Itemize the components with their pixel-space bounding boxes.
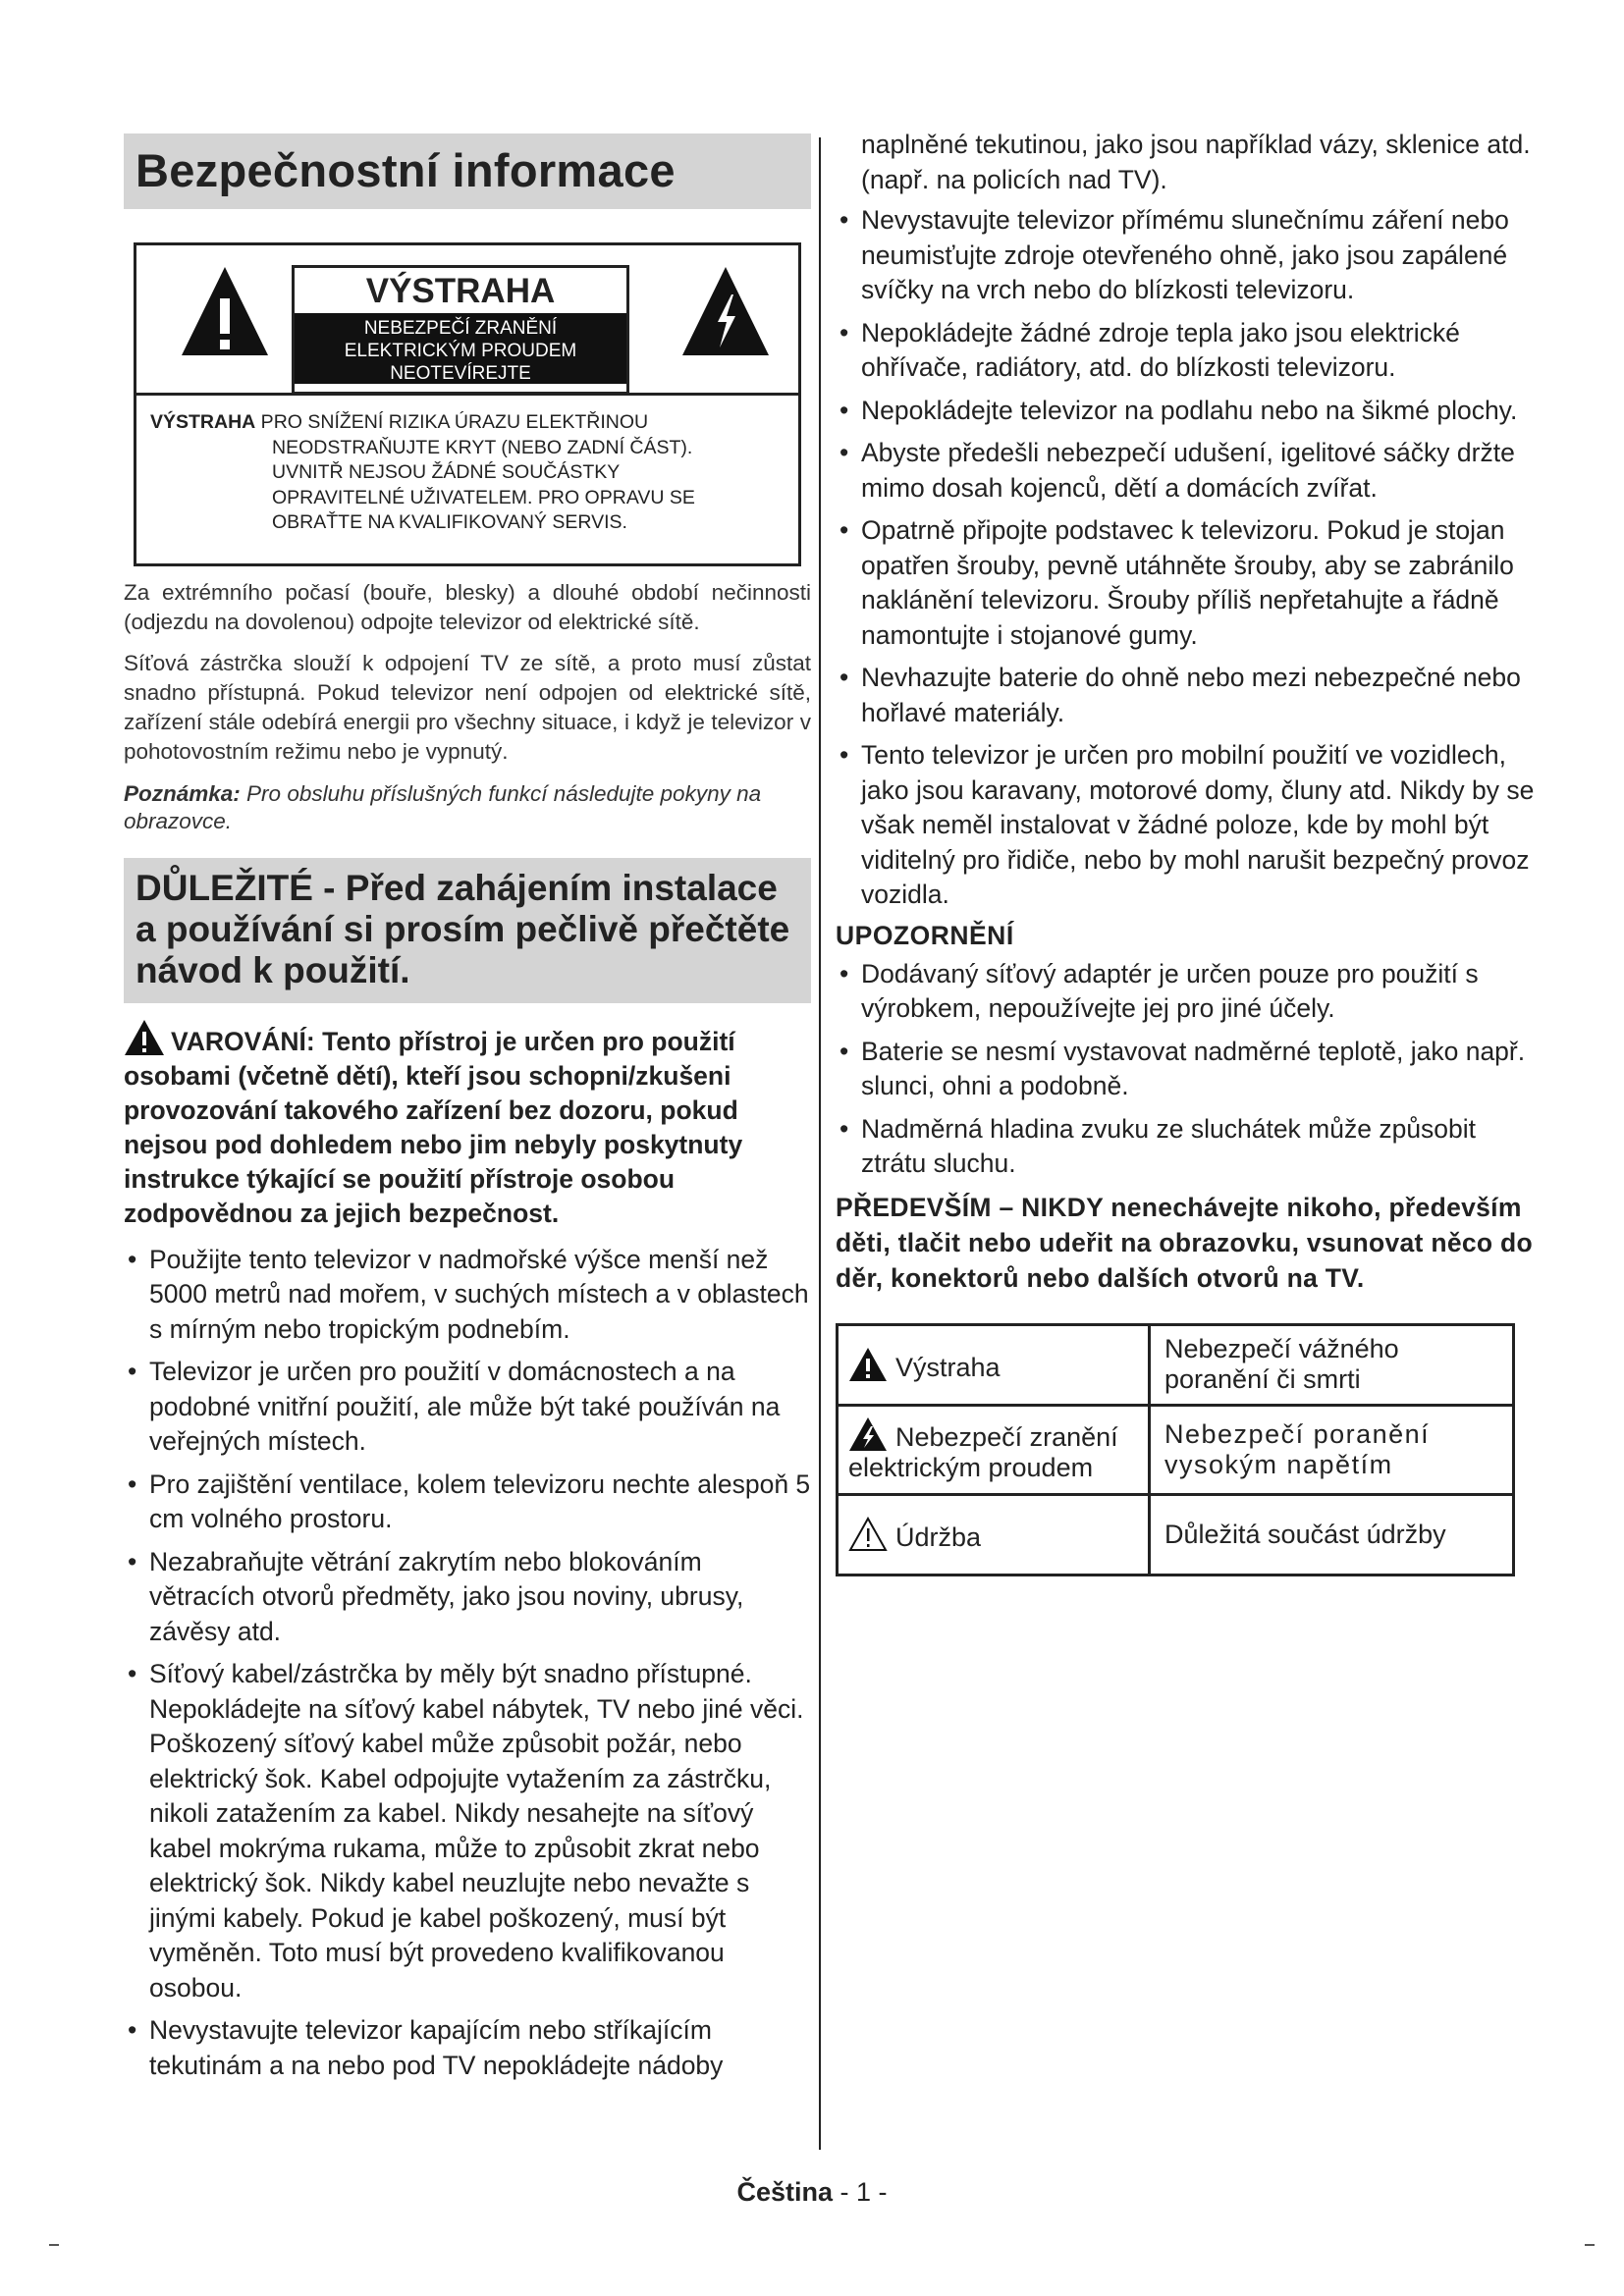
list-item: • Nepokládejte televizor na podlahu nebo na šikmé plochy. xyxy=(836,394,1535,429)
table-row xyxy=(838,1324,1514,1405)
lightning-triangle-icon xyxy=(680,265,771,357)
legend-desc: Nebezpečí vážného poranění či smrti xyxy=(1150,1324,1514,1405)
maintenance-icon xyxy=(848,1517,888,1552)
vystraha-sub-line: NEOTEVÍREJTE xyxy=(390,363,531,384)
varovani-warning xyxy=(124,1019,811,1231)
list-item: • Nezabraňujte větrání zakrytím nebo blokováním větracích otvorů předměty, jako jsou noviny, ubrusy, závěsy atd. xyxy=(124,1545,811,1650)
list-item: • Abyste předešli nebezpečí udušení, igelitové sáčky držte mimo dosah kojenců, dětí a domácích zvířat. xyxy=(836,436,1535,506)
list-item: • Pro zajištění ventilace, kolem televizoru nechte alespoň 5 cm volného prostoru. xyxy=(124,1468,811,1537)
list-item: • Nadměrná hladina zvuku ze sluchátek může způsobit ztrátu sluchu. xyxy=(836,1112,1535,1182)
note-text: Pro obsluhu příslušných funkcí následujte pokyny na obrazovce. xyxy=(124,781,762,833)
title-box xyxy=(124,133,811,209)
print-mark xyxy=(1585,2244,1595,2246)
warning-text-rest: PRO SNÍŽENÍ RIZIKA ÚRAZU ELEKTŘINOU xyxy=(255,411,649,433)
symbol-legend-table xyxy=(836,1323,1515,1576)
note xyxy=(124,780,811,835)
vystraha-sub-line: NEBEZPEČÍ ZRANĚNÍ xyxy=(363,318,558,339)
exclamation-triangle-icon xyxy=(180,265,270,357)
warning-label-top xyxy=(136,245,798,391)
list-item: • Síťový kabel/zástrčka by měly být snadno přístupné. Nepokládejte na síťový kabel nábytek, TV nebo jiné věci. Poškozený síťový kabel může způsobit požár, nebo elektrický šok. Kabel odpojujte vytažením za zástrčku, nikoli zatažením za kabel. Nikdy nesahejte na síťový kabel mokrýma rukama, může to způsobit zkrat nebo elektrický šok. Nikdy kabel neuzlujte nebo nevažte s jinými kabely. Pokud je kabel poškozený, musí být vyměněn. Toto musí být provedeno kvalifikovanou osobou. xyxy=(124,1657,811,2005)
important-heading: DŮLEŽITÉ - Před zahájením instalace a používání si prosím pečlivě přečtěte návod k použití. xyxy=(135,867,790,990)
list-item: • Nevystavujte televizor kapajícím nebo stříkajícím tekutinám a na nebo pod TV nepokládejte nádoby xyxy=(124,2013,811,2083)
legend-symbol-cell xyxy=(838,1405,1150,1494)
vystraha-title: VÝSTRAHA xyxy=(365,272,556,310)
footer-page-number: - 1 - xyxy=(833,2177,888,2207)
left-bullet-list xyxy=(124,1243,811,2084)
page-title: Bezpečnostní informace xyxy=(135,144,676,196)
right-bullet-list xyxy=(836,203,1535,913)
list-item: • Televizor je určen pro použití v domácnostech a na podobné vnitřní použití, ale může být také používán na veřejných místech. xyxy=(124,1355,811,1460)
table-row xyxy=(838,1405,1514,1494)
list-item: • Použijte tento televizor v nadmořské výšce menší než 5000 metrů nad mořem, v suchých místech a v oblastech s mírným nebo tropickým podnebím. xyxy=(124,1243,811,1348)
warning-text-line: NEODSTRAŇUJTE KRYT (NEBO ZADNÍ ČÁST). xyxy=(272,436,693,458)
intro-paragraph: Za extrémního počasí (bouře, blesky) a dlouhé období nečinnosti (odjezdu na dovolenou) odpojte televizor od elektrické sítě. xyxy=(124,580,811,634)
list-item: • Opatrně připojte podstavec k televizoru. Pokud je stojan opatřen šrouby, pevně utáhněte šrouby, aby se zabránilo naklánění televizoru. Šrouby příliš nepřetahujte a řádně namontujte i stojanové gumy. xyxy=(836,513,1535,653)
legend-label: Nebezpečí zranění elektrickým proudem xyxy=(848,1421,1118,1482)
predevsim-warning: PŘEDEVŠÍM – NIKDY nenechávejte nikoho, především děti, tlačit nebo udeřit na obrazovku, vsunovat něco do děr, konektorů nebo dalších otvorů na TV. xyxy=(836,1192,1534,1293)
print-mark xyxy=(49,2244,59,2246)
shock-icon xyxy=(848,1416,888,1452)
warning-text-bold: VÝSTRAHA xyxy=(150,411,256,433)
warning-icon xyxy=(848,1347,888,1382)
list-item: • Baterie se nesmí vystavovat nadměrné teplotě, jako např. slunci, ohni a podobně. xyxy=(836,1035,1535,1104)
important-box xyxy=(124,858,811,1003)
warning-icon xyxy=(124,1019,165,1056)
upozorneni-list xyxy=(836,957,1535,1182)
list-item: • Nevhazujte baterie do ohně nebo mezi nebezpečné nebo hořlavé materiály. xyxy=(836,661,1535,730)
legend-desc: Důležitá součást údržby xyxy=(1150,1494,1514,1575)
warning-text-line: OBRAŤTE NA KVALIFIKOVANÝ SERVIS. xyxy=(272,511,627,533)
vystraha-subtitle xyxy=(295,313,626,384)
warning-text-line: UVNITŘ NEJSOU ŽÁDNÉ SOUČÁSTKY xyxy=(272,461,621,483)
table-row xyxy=(838,1494,1514,1575)
warning-text-line xyxy=(150,410,695,436)
continuation-text: naplněné tekutinou, jako jsou například vázy, sklenice atd. (např. na policích nad TV). xyxy=(861,130,1531,194)
warning-label-box xyxy=(134,242,801,566)
right-column xyxy=(836,128,1535,1576)
list-item: • Nepokládejte žádné zdroje tepla jako jsou elektrické ohřívače, radiátory, atd. do blízkosti televizoru. xyxy=(836,316,1535,386)
note-label: Poznámka: xyxy=(124,781,241,806)
left-column xyxy=(124,133,811,2091)
varovani-text: VAROVÁNÍ: Tento přístroj je určen pro použití osobami (včetně dětí), kteří jsou schopni/zkušeni provozování takového zařízení bez dozoru, pokud nejsou pod dohledem nebo jim nebyly poskytnuty instrukce týkající se použití přístroje osobou zodpovědnou za jejich bezpečnost. xyxy=(124,1026,743,1228)
list-item: • Nevystavujte televizor přímému slunečnímu záření nebo neumisťujte zdroje otevřeného ohně, jako jsou zapálené svíčky na vrch nebo do blízkosti televizoru. xyxy=(836,203,1535,308)
footer-language: Čeština xyxy=(736,2177,834,2207)
legend-label: Údržba xyxy=(895,1522,982,1552)
legend-symbol-cell xyxy=(838,1494,1150,1575)
legend-symbol-cell xyxy=(838,1324,1150,1405)
page-footer xyxy=(0,2177,1624,2208)
legend-label: Výstraha xyxy=(895,1352,1001,1382)
warning-divider xyxy=(136,393,798,396)
vystraha-sub-line: ELEKTRICKÝM PROUDEM xyxy=(344,341,577,361)
list-item: • Dodávaný síťový adaptér je určen pouze pro použití s výrobkem, nepoužívejte jej pro jiné účely. xyxy=(836,957,1535,1027)
warning-text-line: OPRAVITELNÉ UŽIVATELEM. PRO OPRAVU SE xyxy=(272,486,695,508)
intro-paragraph: Síťová zástrčka slouží k odpojení TV ze sítě, a proto musí zůstat snadno přístupná. Pokud televizor není odpojen od elektrické sítě, zařízení stále odebírá energii pro všechny situace, i když je televizor v pohotovostním režimu nebo je vypnutý. xyxy=(124,651,811,764)
upozorneni-title: UPOZORNĚNÍ xyxy=(836,920,1014,950)
vystraha-panel xyxy=(292,265,629,395)
warning-text xyxy=(150,410,695,536)
column-divider xyxy=(819,137,821,2150)
legend-desc: Nebezpečí poranění vysokým napětím xyxy=(1150,1405,1514,1494)
list-item: • Tento televizor je určen pro mobilní použití ve vozidlech, jako jsou karavany, motorové domy, čluny atd. Nikdy by se však neměl instalovat v žádné poloze, kde by mohl být viditelný pro řidiče, nebo by mohl narušit bezpečný provoz vozidla. xyxy=(836,738,1535,913)
